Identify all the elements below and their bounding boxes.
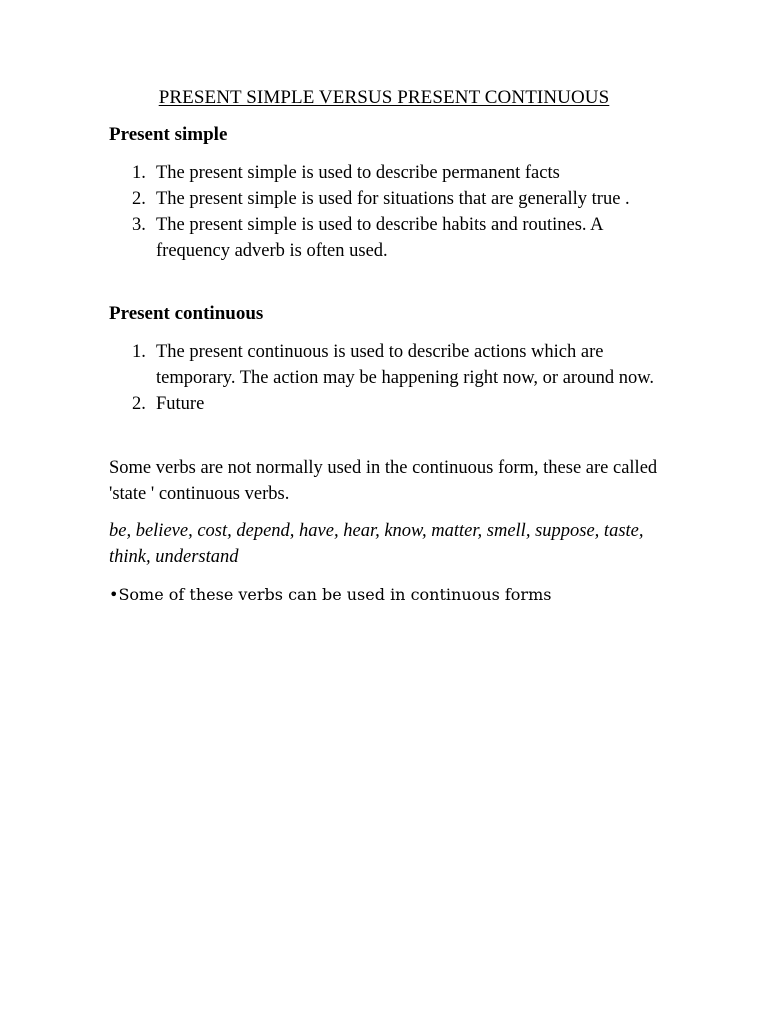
present-continuous-heading: Present continuous <box>109 303 264 324</box>
list-item-number: 1. <box>132 342 146 362</box>
present-simple-list <box>109 160 669 264</box>
list-item-text: The present simple is used for situations that are generally true . <box>156 189 630 209</box>
present-continuous-list <box>109 339 669 417</box>
present-simple-heading: Present simple <box>109 124 228 145</box>
list-item-text: Future <box>156 394 205 414</box>
state-verbs-paragraph: Some verbs are not normally used in the continuous form, these are called 'state ' continuous verbs. <box>109 458 658 504</box>
list-item-number: 3. <box>132 215 146 235</box>
list-item <box>109 160 669 186</box>
list-item-number: 2. <box>132 189 146 209</box>
document-title: PRESENT SIMPLE VERSUS PRESENT CONTINUOUS <box>158 87 610 108</box>
list-item-number: 1. <box>132 163 146 183</box>
list-item <box>109 391 669 417</box>
list-item <box>109 339 669 391</box>
state-verbs-list: be, believe, cost, depend, have, hear, know, matter, smell, suppose, taste, think, understand <box>109 521 644 567</box>
list-item <box>109 186 669 212</box>
list-item-text: The present simple is used to describe permanent facts <box>156 163 560 183</box>
list-item-number: 2. <box>132 394 146 414</box>
list-item <box>109 212 669 264</box>
continuous-forms-note: •Some of these verbs can be used in continuous forms <box>109 585 552 604</box>
list-item-text: The present continuous is used to describe actions which are temporary. The action may be happening right now, or around now. <box>156 342 654 388</box>
list-item-text: The present simple is used to describe habits and routines. A frequency adverb is often used. <box>156 215 603 261</box>
